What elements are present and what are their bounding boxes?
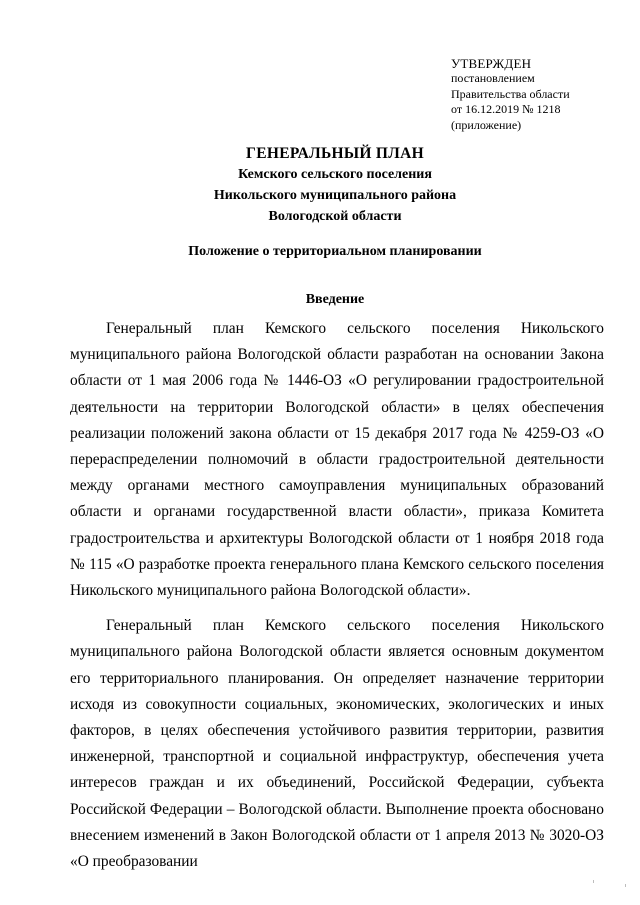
- scan-mark: [593, 880, 594, 883]
- heading-line-region: Вологодской области: [268, 209, 402, 224]
- approval-title: УТВЕРЖДЕН: [451, 56, 532, 71]
- section-title: Положение о территориальном планировании: [188, 244, 482, 259]
- document-title: ГЕНЕРАЛЬНЫЙ ПЛАН: [246, 145, 424, 162]
- document-body: [70, 316, 604, 875]
- intro-title: Введение: [305, 292, 365, 307]
- paragraph-basis: Генеральный план Кемского сельского поселения Никольского муниципального района Вологодской области разработан на основании Закона области от 1 мая 2006 года № 1446-ОЗ «О регулировании градостроительной деятельности на территории Вологодской области» в целях обеспечения реализации положений закона области от 15 декабря 2017 года № 4259-ОЗ «О перераспределении полномочий в области градостроительной деятельности между органами местного самоуправления муниципальных образований области и органами государственной власти области», приказа Комитета градостроительства и архитектуры Вологодской области от 1 ноября 2018 года № 115 «О разработке проекта генерального плана Кемского сельского поселения Никольского муниципального района Вологодской области».: [70, 320, 604, 600]
- approval-line-appendix: (приложение): [451, 117, 522, 132]
- approval-line-government: Правительства области: [451, 86, 570, 101]
- document-heading: [80, 144, 590, 227]
- paragraph-purpose: Генеральный план Кемского сельского поселения Никольского муниципального района Вологодской области является основным документом его территориального планирования. Он определяет назначение территории исходя из совокупности социальных, экономических, экологических и иных факторов, в целях обеспечения устойчивого развития территории, развития инженерной, транспортной и социальной инфраструктур, обеспечения учета интересов граждан и их объединений, Российской Федерации, субъекта Российской Федерации – Вологодской области. Выполнение проекта обосновано внесением изменений в Закон Вологодской области от 1 апреля 2013 № 3020-ОЗ «О преобразовании: [70, 617, 604, 871]
- scan-mark: [625, 884, 626, 887]
- heading-line-district: Никольского муниципального района: [213, 188, 457, 203]
- heading-line-settlement: Кемского сельского поселения: [238, 167, 432, 182]
- approval-line-resolution: постановлением: [451, 71, 535, 85]
- approval-stamp: [451, 56, 621, 133]
- approval-line-date-number: от 16.12.2019 № 1218: [451, 102, 561, 116]
